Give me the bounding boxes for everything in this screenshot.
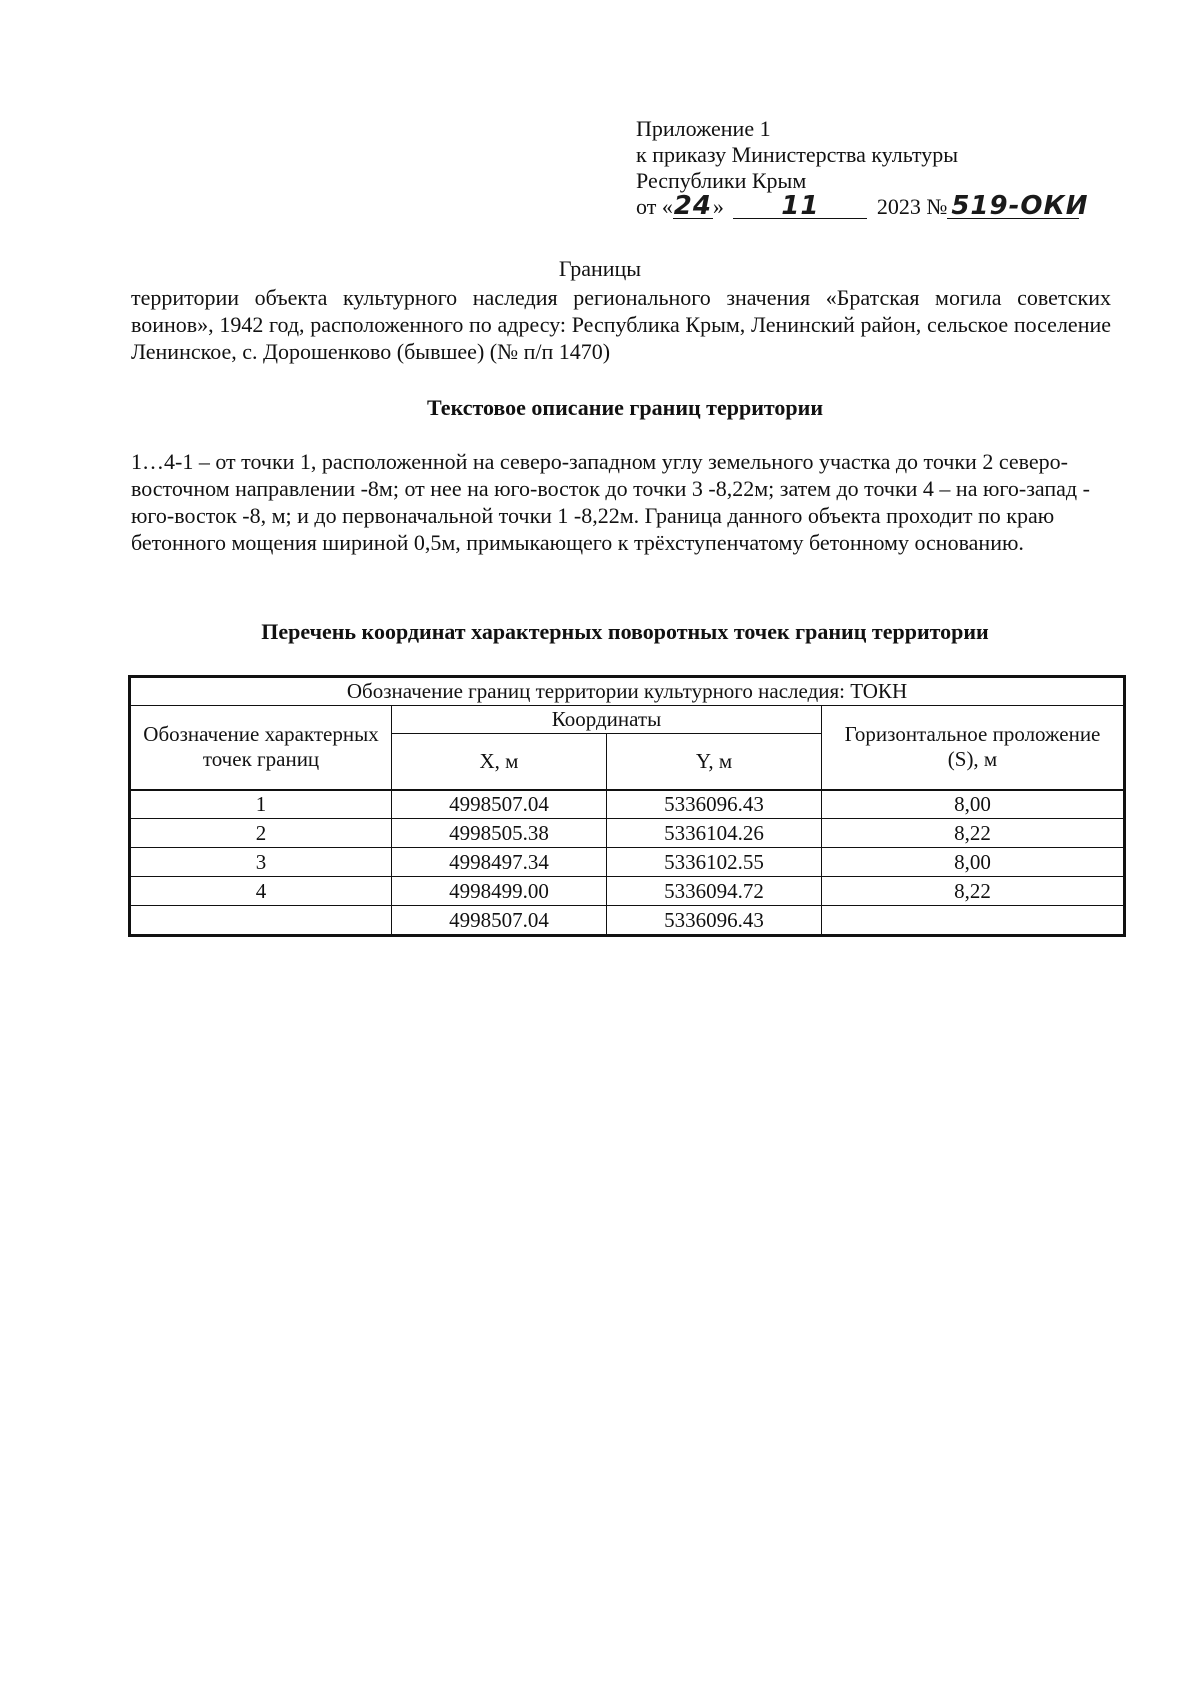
- table-row: [131, 819, 1124, 848]
- header-point: Обозначение характерных точек границ: [131, 706, 392, 790]
- date-year-number: 2023 №: [876, 194, 948, 219]
- date-prefix: от «: [636, 194, 673, 219]
- cell-y: 5336102.55: [607, 848, 822, 877]
- date-day: 24: [673, 191, 712, 221]
- annex-date-line: [636, 191, 1089, 221]
- annex-block: [636, 116, 1089, 221]
- cell-y: 5336104.26: [607, 819, 822, 848]
- table-row: [131, 848, 1124, 877]
- header-coords: Координаты: [392, 706, 822, 734]
- coords-heading: Перечень координат характерных поворотных точек границ территории: [261, 619, 989, 644]
- table-row: [131, 790, 1124, 819]
- description-text: 1…4-1 – от точки 1, расположенной на северо-западном углу земельного участка до точки 2 северо-восточном направлении -8м; от нее на юго-восток до точки 3 -8,22м; затем до точки 4 – на юго-запад - юго-восток -8, м; и до первоначальной точки 1 -8,22м. Граница данного объекта проходит по краю бетонного мощения шириной 0,5м, примыкающего к трёхступенчатому бетонному основанию.: [131, 449, 1090, 555]
- date-day-field: [673, 191, 713, 221]
- annex-line-3: Республики Крым: [636, 168, 807, 193]
- cell-y: 5336096.43: [607, 790, 822, 819]
- header-x: X, м: [392, 734, 607, 790]
- cell-y: 5336096.43: [607, 906, 822, 935]
- annex-line-2: к приказу Министерства культуры: [636, 142, 959, 167]
- cell-x: 4998507.04: [392, 906, 607, 935]
- object-title: территории объекта культурного наследия регионального значения «Братская могила советских воинов», 1942 год, расположенного по адресу: Республика Крым, Ленинский район, сельское поселение Ленинское, с. Дорошенково (бывшее) (№ п/п 1470): [131, 285, 1111, 364]
- order-number-field: [947, 191, 1089, 221]
- table-title: Обозначение границ территории культурного наследия: ТОКН: [131, 678, 1124, 706]
- cell-x: 4998499.00: [392, 877, 607, 906]
- cell-point: 3: [131, 848, 392, 877]
- order-number: 519-ОКИ: [951, 191, 1089, 221]
- header-s: Горизонтальное проложение (S), м: [822, 706, 1124, 790]
- date-mid: »: [712, 194, 724, 219]
- description-heading: Текстовое описание границ территории: [426, 395, 824, 420]
- annex-line-1: Приложение 1: [636, 116, 771, 141]
- cell-s: 8,00: [822, 848, 1124, 877]
- cell-s: 8,22: [822, 819, 1124, 848]
- cell-s: [822, 906, 1124, 935]
- date-month: 11: [781, 191, 820, 221]
- cell-y: 5336094.72: [607, 877, 822, 906]
- cell-s: 8,00: [822, 790, 1124, 819]
- cell-point: [131, 906, 392, 935]
- table-row: [131, 877, 1124, 906]
- cell-x: 4998507.04: [392, 790, 607, 819]
- cell-point: 1: [131, 790, 392, 819]
- borders-heading: Границы: [558, 256, 642, 281]
- cell-point: 2: [131, 819, 392, 848]
- cell-x: 4998497.34: [392, 848, 607, 877]
- header-y: Y, м: [607, 734, 822, 790]
- cell-point: 4: [131, 877, 392, 906]
- date-month-field: [733, 191, 867, 221]
- coords-table: [130, 677, 1124, 935]
- table-row: [131, 906, 1124, 935]
- cell-x: 4998505.38: [392, 819, 607, 848]
- cell-s: 8,22: [822, 877, 1124, 906]
